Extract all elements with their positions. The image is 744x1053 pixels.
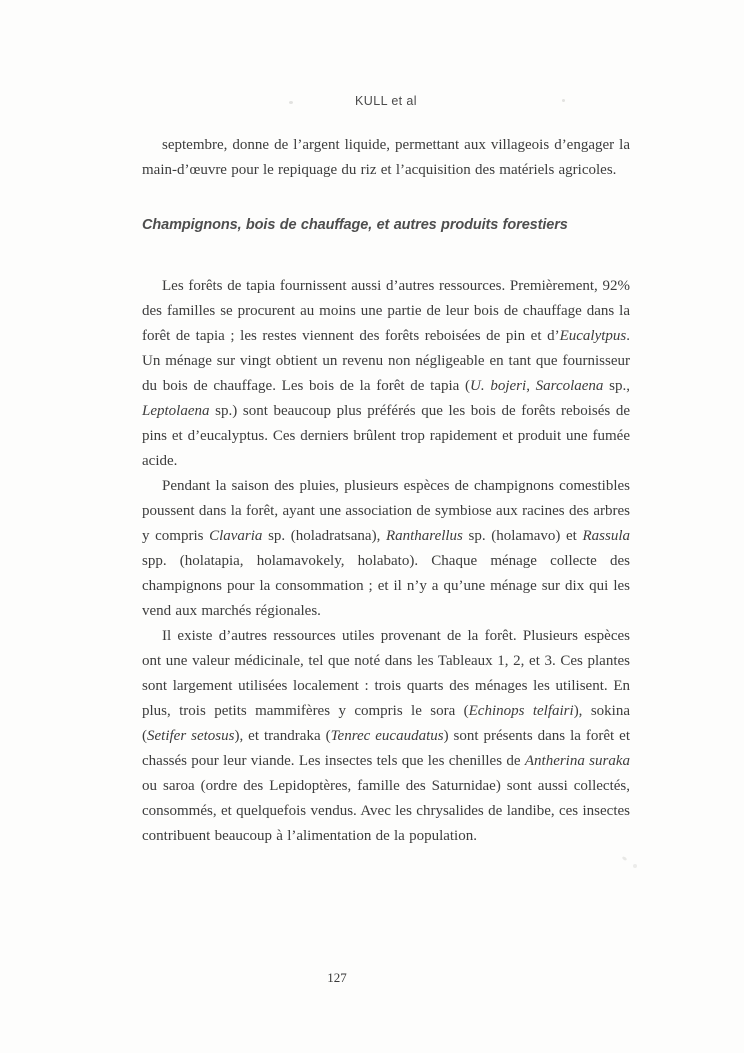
- paragraph-other-resources: [142, 624, 630, 849]
- text-run: sp. (holamavo) et: [462, 528, 583, 544]
- text-run: ou saroa (ordre des Lepidoptères, famille des Saturnidae) sont aussi collectés, consommés, et quelquefois vendus. Avec les chrysalides de landibe, ces insectes contribuent beaucoup à l’alimentation de la population.: [142, 778, 630, 844]
- text-run: Rassula: [582, 528, 630, 544]
- text-run: sp.,: [603, 378, 631, 394]
- paragraph-firewood: [142, 274, 630, 474]
- running-head: KULL et al: [355, 94, 417, 108]
- paragraph-mushrooms: [142, 474, 630, 624]
- paragraph-intro: [142, 133, 630, 183]
- text-run: spp. (holatapia, holamavokely, holabato). Chaque ménage collecte des champignons pour la consommation ; et il n’y a qu’une ménage sur dix qui les vend aux marchés régionales.: [142, 553, 630, 619]
- text-run: ,: [526, 378, 536, 394]
- text-run: Pendant la saison des pluies, plusieurs espèces de champignons comestibles poussent dans la forêt, ayant une association de symbiose aux racines des arbres y compris: [142, 478, 630, 544]
- text-run: Leptolaena: [142, 403, 210, 419]
- text-run: septembre, donne de l’argent liquide, permettant aux villageois d’engager la main-d’œuvre pour le repiquage du riz et l’acquisition des matériels agricoles.: [142, 137, 630, 178]
- page-number: 127: [327, 970, 347, 985]
- text-run: Eucalytpus: [559, 328, 627, 344]
- text-run: Les forêts de tapia fournissent aussi d’autres ressources. Premièrement, 92% des familles se procurent au moins une partie de leur bois de chauffage dans la forêt de tapia ; les restes viennent des forêts reboisées de pin et d’: [142, 278, 630, 344]
- text-run: ), et trandraka (: [234, 728, 331, 744]
- scan-speck: [633, 864, 637, 868]
- body-column: [142, 133, 630, 849]
- text-run: Il existe d’autres ressources utiles provenant de la forêt. Plusieurs espèces ont une valeur médicinale, tel que noté dans les Tableaux 1, 2, et 3. Ces plantes sont largement utilisées localement : trois quarts des ménages les utilisent. En plus, trois petits mammifères y compris le sora (: [142, 628, 630, 719]
- text-run: ), sokina (: [142, 703, 630, 744]
- text-run: ) sont présents dans la forêt et chassés pour leur viande. Les insectes tels que les chenilles de: [142, 728, 631, 769]
- scan-speck: [622, 856, 628, 861]
- text-run: Tenrec eucaudatus: [330, 728, 444, 744]
- text-run: Clavaria: [209, 528, 263, 544]
- text-run: . Un ménage sur vingt obtient un revenu non négligeable en tant que fournisseur du bois de chauffage. Les bois de la forêt de tapia (: [142, 328, 630, 394]
- text-run: Sarcolaena: [535, 378, 604, 394]
- text-run: sp.) sont beaucoup plus préférés que les bois de forêts reboisés de pins et d’eucalyptus. Ces derniers brûlent trop rapidement et produit une fumée acide.: [142, 403, 630, 469]
- text-run: Setifer setosus: [147, 728, 235, 744]
- text-run: Rantharellus: [385, 528, 463, 544]
- text-run: sp. (holadratsana),: [262, 528, 386, 544]
- text-run: Antherina suraka: [524, 753, 631, 769]
- scan-speck: [289, 101, 293, 104]
- text-run: Echinops telfairi: [468, 703, 574, 719]
- scan-speck: [562, 99, 565, 102]
- section-heading: Champignons, bois de chauffage, et autres produits forestiers: [142, 217, 568, 233]
- text-run: U. bojeri: [470, 378, 527, 394]
